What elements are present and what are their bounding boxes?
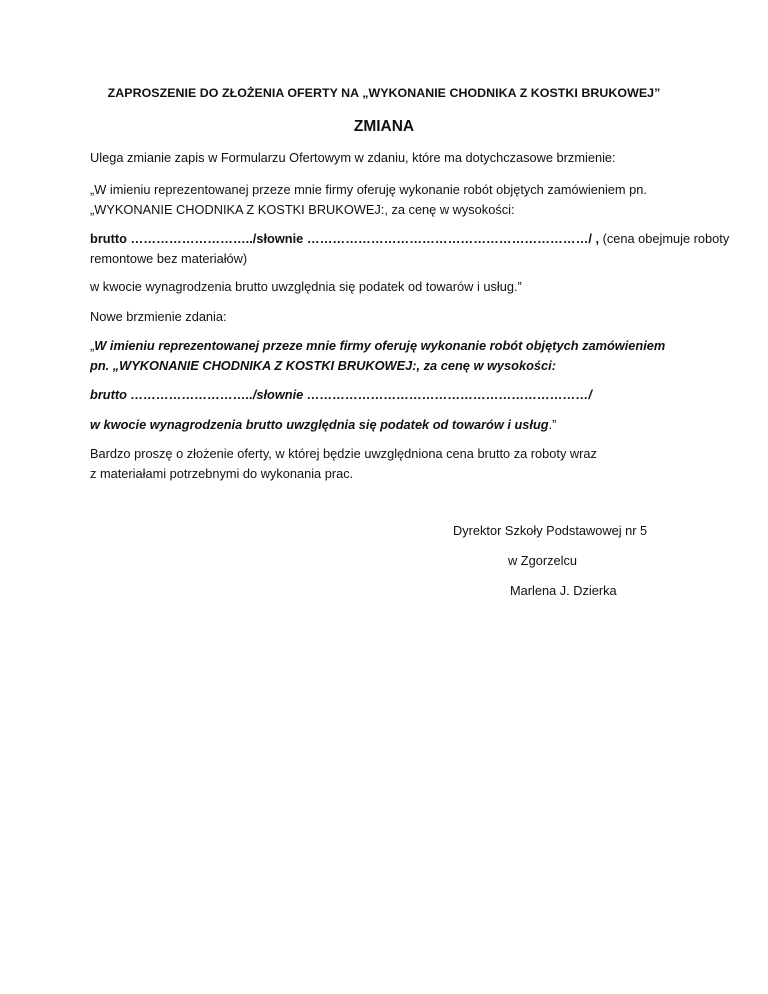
new-open-quote: „: [90, 338, 95, 353]
signature-title: Dyrektor Szkoły Podstawowej nr 5: [453, 523, 648, 538]
document-title: ZAPROSZENIE DO ZŁOŻENIA OFERTY NA „WYKONANIE CHODNIKA Z KOSTKI BRUKOWEJ”: [107, 86, 661, 100]
old-quote-line-2: „WYKONANIE CHODNIKA Z KOSTKI BRUKOWEJ:, za cenę w wysokości:: [90, 202, 515, 217]
new-quote-line-1: [90, 336, 682, 356]
old-quote-line-1: „W imieniu reprezentowanej przeze mnie firmy oferuję wykonanie robót objętych zamówieniem pn.: [90, 182, 647, 197]
old-quote-paragraph: [90, 180, 682, 220]
new-wording-label: Nowe brzmienie zdania:: [90, 309, 227, 324]
old-brutto-paragraph: [90, 229, 730, 269]
request-line-2: z materiałami potrzebnymi do wykonania prac.: [90, 466, 354, 481]
request-paragraph: [90, 444, 682, 484]
new-tax-paragraph: [90, 415, 682, 435]
new-quote-paragraph: [90, 336, 682, 376]
new-tax-line: w kwocie wynagrodzenia brutto uwzględnia się podatek od towarów i usług: [90, 417, 549, 432]
signature-location: w Zgorzelcu: [508, 553, 577, 568]
new-quote-line-2: pn. „WYKONANIE CHODNIKA Z KOSTKI BRUKOWEJ:, za cenę w wysokości:: [90, 358, 556, 373]
section-heading: ZMIANA: [353, 118, 415, 135]
old-brutto-tail: (cena obejmuje roboty: [599, 231, 730, 246]
new-brutto-line: brutto ………………………../słownie …………………………………………………………/: [90, 387, 592, 402]
old-tax-line: w kwocie wynagrodzenia brutto uwzględnia się podatek od towarów i usług.”: [90, 279, 522, 294]
new-tax-close: .”: [548, 417, 557, 432]
old-brutto-line-2: remontowe bez materiałów): [90, 251, 248, 266]
old-brutto-label: brutto ………………………../słownie …………………………………………………………/ ,: [90, 231, 600, 246]
old-brutto-line-1: [90, 229, 730, 249]
signature-name: Marlena J. Dzierka: [510, 583, 617, 598]
intro-paragraph: Ulega zmianie zapis w Formularzu Ofertowym w zdaniu, które ma dotychczasowe brzmienie:: [90, 150, 616, 165]
request-line-1: Bardzo proszę o złożenie oferty, w której będzie uwzględniona cena brutto za roboty wraz: [90, 446, 597, 461]
new-quote-text-1: W imieniu reprezentowanej przeze mnie firmy oferuję wykonanie robót objętych zamówieniem: [94, 338, 666, 353]
